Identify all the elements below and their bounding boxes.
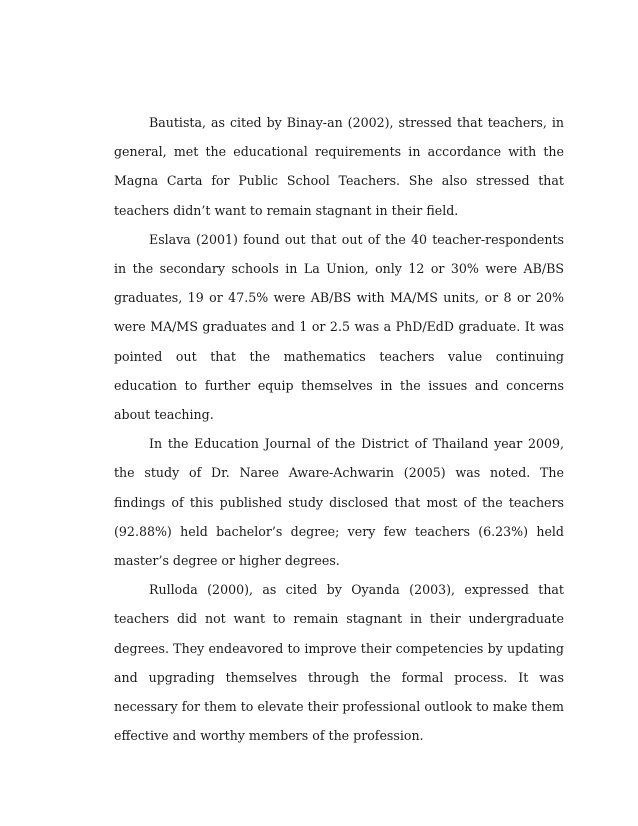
body-text (114, 108, 564, 750)
paragraph-rulloda: Rulloda (2000), as cited by Oyanda (2003), expressed that teachers did not want to remain stagnant in their undergraduate degrees. They endeavored to improve their competencies by updating and upgrading themselves through the formal process. It was necessary for them to elevate their professional outlook to make them effective and worthy members of the profession. (114, 582, 564, 744)
paragraph-education-journal: In the Education Journal of the District of Thailand year 2009, the study of Dr. Naree Aware-Achwarin (2005) was noted. The findings of this published study disclosed that most of the teachers (92.88%) held bachelor’s degree; very few teachers (6.23%) held master’s degree or higher degrees. (114, 436, 564, 569)
paragraph-bautista: Bautista, as cited by Binay-an (2002), stressed that teachers, in general, met the educational requirements in accordance with the Magna Carta for Public School Teachers. She also stressed that teachers didn’t want to remain stagnant in their field. (114, 115, 564, 218)
paragraph-eslava: Eslava (2001) found out that out of the 40 teacher-respondents in the secondary schools in La Union, only 12 or 30% were AB/BS graduates, 19 or 47.5% were AB/BS with MA/MS units, or 8 or 20% were MA/MS graduates and 1 or 2.5 was a PhD/EdD graduate. It was pointed out that the mathematics teachers value continuing education to further equip themselves in the issues and concerns about teaching. (114, 231, 564, 423)
